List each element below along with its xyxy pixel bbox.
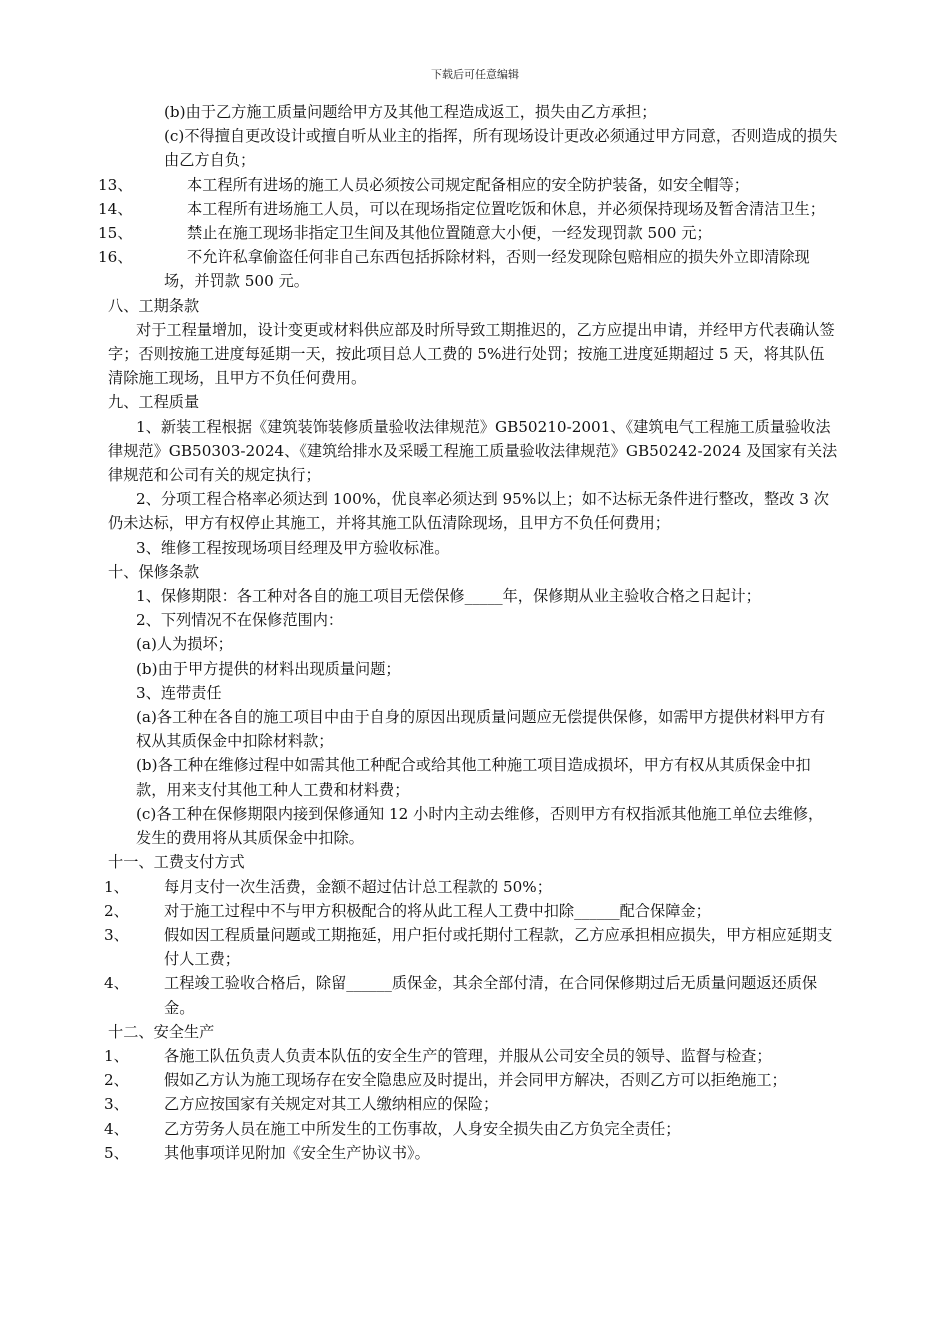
list-item: [104, 875, 838, 899]
item-number: 5、: [104, 1143, 129, 1162]
item-text: 本工程所有进场的施工人员必须按公司规定配备相应的安全防护装备，如安全帽等；: [187, 175, 749, 194]
item-text: 假如因工程质量问题或工期拖延，用户拒付或托期付工程款，乙方应承担相应损失，甲方相应延期支付人工费；: [164, 925, 833, 969]
section-heading: 八、工期条款: [108, 296, 200, 315]
paragraph: 对于工程量增加，设计变更或材料供应部及时所导致工期推迟的，乙方应提出申请，并经甲方代表确认签字；否则按施工进度每延期一天，按此项目总人工费的 5%进行处罚；按施工进度延期超过 5 天，将其队伍清除施工现场，且甲方不负任何费用。: [108, 320, 835, 388]
item-15: [98, 221, 838, 245]
item-number: 3、: [104, 1095, 129, 1114]
item-number: 3、: [104, 925, 129, 944]
section-heading: 十一、工费支付方式: [108, 853, 245, 872]
item-number: 1、: [104, 877, 129, 896]
item-number: 4、: [104, 1119, 129, 1138]
section-heading: 十二、安全生产: [108, 1022, 215, 1041]
item-16: [98, 245, 838, 293]
paragraph: 3、维修工程按现场项目经理及甲方验收标准。: [136, 538, 450, 557]
item-number: 1、: [104, 1046, 129, 1065]
paragraph: 2、分项工程合格率必须达到 100%，优良率必须达到 95%以上；如不达标无条件进行整改，整改 3 次仍未达标，甲方有权停止其施工，并将其施工队伍清除现场，且甲方不负任何费用；: [108, 490, 829, 533]
paragraph: (a)人为损坏；: [136, 635, 233, 654]
item-text: 乙方劳务人员在施工中所发生的工伤事故，人身安全损失由乙方负完全责任；: [164, 1119, 681, 1138]
item-text: 工程竣工验收合格后，除留______质保金，其余全部付清，在合同保修期过后无质量问题返还质保金。: [164, 974, 818, 1017]
paragraph: (a)各工种在各自的施工项目中由于自身的原因出现质量问题应无偿提供保修，如需甲方提供材料甲方有权从其质保金中扣除材料款；: [136, 708, 826, 751]
list-item: [104, 1044, 838, 1068]
item-number: 4、: [104, 974, 129, 993]
page-header: 下载后可任意编辑: [431, 68, 519, 81]
paragraph: 1、保修期限：各工种对各自的施工项目无偿保修_____年，保修期从业主验收合格之日起计；: [136, 587, 761, 606]
clause-c: (c)不得擅自更改设计或擅自听从业主的指挥，所有现场设计更改必须通过甲方同意，否则造成的损失由乙方自负；: [164, 127, 838, 170]
item-number: 2、: [104, 901, 129, 920]
item-number: 2、: [104, 1071, 129, 1090]
item-13: [98, 173, 838, 197]
list-item: [104, 899, 838, 923]
list-item: [104, 923, 838, 971]
paragraph: (b)由于甲方提供的材料出现质量问题；: [136, 659, 401, 678]
paragraph: 1、新装工程根据《建筑装饰装修质量验收法律规范》GB50210-2001、《建筑电气工程施工质量验收法律规范》GB50303-2024、《建筑给排水及采暖工程施工质量验收法律规范》GB50242-2024 及国家有关法律规范和公司有关的规定执行；: [108, 417, 838, 485]
list-item: [104, 1092, 838, 1116]
list-item: [104, 1141, 838, 1165]
item-text: 其他事项详见附加《安全生产协议书》。: [164, 1143, 430, 1162]
section-heading: 九、工程质量: [108, 393, 200, 412]
item-text: 每月支付一次生活费，金额不超过估计总工程款的 50%；: [164, 877, 552, 896]
list-item: [104, 1068, 838, 1092]
item-text: 对于施工过程中不与甲方积极配合的将从此工程人工费中扣除______配合保障金；: [164, 901, 711, 920]
list-item: [104, 1117, 838, 1141]
item-14: [98, 197, 838, 221]
item-text: 假如乙方认为施工现场存在安全隐患应及时提出，并会同甲方解决，否则乙方可以拒绝施工；: [164, 1071, 787, 1090]
item-text: 各施工队伍负责人负责本队伍的安全生产的管理，并服从公司安全员的领导、监督与检查；: [164, 1046, 772, 1065]
item-text: 不允许私拿偷盗任何非自己东西包括拆除材料，否则一经发现除包赔相应的损失外立即清除现场，并罚款 500 元。: [164, 248, 810, 291]
clause-b: (b)由于乙方施工质量问题给甲方及其他工程造成返工，损失由乙方承担；: [164, 103, 657, 121]
document-body: [98, 100, 838, 1165]
item-text: 本工程所有进场施工人员，可以在现场指定位置吃饭和休息，并必须保持现场及暂舍清洁卫生；: [187, 199, 825, 218]
item-number: 13、: [98, 175, 133, 194]
item-text: 禁止在施工现场非指定卫生间及其他位置随意大小便，一经发现罚款 500 元；: [187, 224, 712, 243]
paragraph: (b)各工种在维修过程中如需其他工种配合或给其他工种施工项目造成损坏，甲方有权从其质保金中扣款，用来支付其他工种人工费和材料费；: [136, 756, 811, 799]
paragraph: 3、连带责任: [136, 683, 222, 702]
item-number: 15、: [98, 224, 133, 243]
section-heading: 十、保修条款: [108, 562, 200, 581]
paragraph: (c)各工种在保修期限内接到保修通知 12 小时内主动去维修，否则甲方有权指派其他施工单位去维修，发生的费用将从其质保金中扣除。: [136, 804, 824, 848]
item-number: 16、: [98, 248, 133, 267]
item-text: 乙方应按国家有关规定对其工人缴纳相应的保险；: [164, 1095, 499, 1114]
paragraph: 2、下列情况不在保修范围内：: [136, 611, 344, 630]
item-number: 14、: [98, 199, 133, 218]
list-item: [104, 971, 838, 1019]
